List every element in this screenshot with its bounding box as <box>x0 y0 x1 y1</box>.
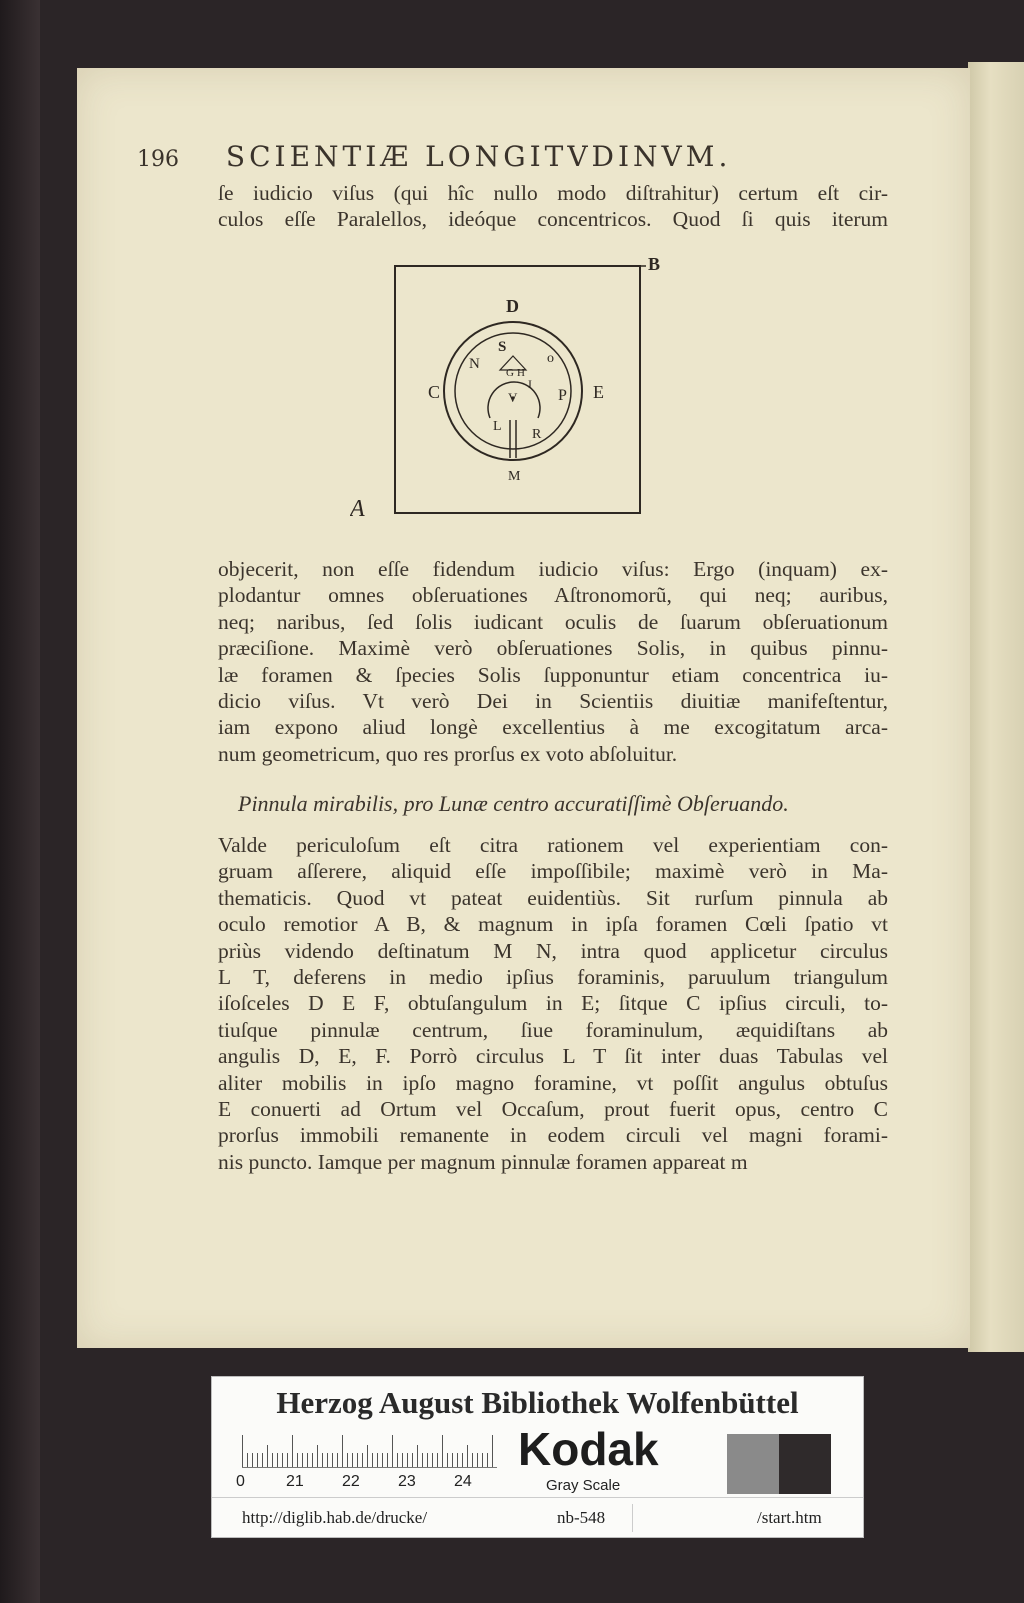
ruler-tick <box>412 1453 413 1467</box>
ruler-tick <box>442 1435 443 1467</box>
ruler-tick <box>337 1453 338 1467</box>
ruler-tick <box>327 1453 328 1467</box>
ruler-label: 0 <box>236 1473 245 1490</box>
ruler-tick <box>372 1453 373 1467</box>
ruler-tick <box>367 1445 368 1467</box>
label-V: V <box>508 390 518 405</box>
ruler-tick <box>447 1453 448 1467</box>
paragraph-1 <box>218 180 888 233</box>
text-line: tiuſque pinnulæ centrum, ſiue foraminulum, æquidiſtans ab <box>218 1017 888 1042</box>
ruler-tick <box>312 1453 313 1467</box>
ruler-tick <box>392 1435 393 1467</box>
footer-url-right: /start.htm <box>757 1508 822 1527</box>
text-line: præciſione. Maximè verò obſeruationes Solis, in quibus pinnu- <box>218 636 888 661</box>
paragraph-3 <box>218 832 888 1175</box>
ruler-tick <box>247 1453 248 1467</box>
text-line: oculo remotior A B, & magnum in ipſa foramen Cœli ſpatio vt <box>218 912 888 937</box>
ruler-tick <box>297 1453 298 1467</box>
label-I: I <box>528 377 532 391</box>
pinnula-diagram <box>350 258 710 528</box>
ruler-tick <box>432 1453 433 1467</box>
ruler-tick <box>352 1453 353 1467</box>
text-line: Valde periculoſum eſt citra rationem vel experientiam con- <box>218 833 888 857</box>
ruler-tick <box>262 1453 263 1467</box>
text-line: num geometricum, quo res prorſus ex voto abſoluitur. <box>218 741 678 766</box>
ruler-tick <box>332 1453 333 1467</box>
text-line: ſe iudicio viſus (qui hîc nullo modo diſtrahitur) certum eſt cir- <box>218 181 888 205</box>
facing-page-edge <box>968 62 1024 1352</box>
label-G: G <box>506 367 514 379</box>
text-line: plodantur omnes obſeruationes Aſtronomorũ, qui neq; auribus, <box>218 583 888 608</box>
ruler-tick <box>397 1453 398 1467</box>
label-N: N <box>469 356 480 372</box>
ruler-tick <box>257 1453 258 1467</box>
ruler-tick <box>492 1435 493 1467</box>
text-line: iam expono aliud longè excellentius à me excogitatum arca- <box>218 715 888 740</box>
footer-shelfmark: nb-548 <box>557 1508 606 1527</box>
ruler-tick <box>417 1445 418 1467</box>
ruler-tick <box>387 1453 388 1467</box>
ruler-tick <box>342 1435 343 1467</box>
text-line: angulis D, E, F. Porrò circulus L T ſit inter duas Tabulas vel <box>218 1044 888 1069</box>
ruler-tick <box>307 1453 308 1467</box>
text-line: nis puncto. Iamque per magnum pinnulæ foramen appareat m <box>218 1149 748 1174</box>
gray-swatch-mid <box>727 1434 779 1494</box>
ruler-tick <box>472 1453 473 1467</box>
text-line: læ foramen & ſpecies Solis ſupponuntur etiam concentrica iu- <box>218 662 888 687</box>
footer-divider <box>632 1504 633 1532</box>
gray-scale-label: Gray Scale <box>546 1477 621 1494</box>
label-S: S <box>498 339 507 355</box>
running-header <box>137 140 857 173</box>
ruler-tick <box>357 1453 358 1467</box>
book-spine-shadow <box>0 0 40 1603</box>
text-line: L T, deferens in medio ipſius foraminis, paruulum triangulum <box>218 965 888 990</box>
paragraph-2 <box>218 556 888 767</box>
text-line: dicio viſus. Vt verò Dei in Scientiis diuitiæ manifeſtentur, <box>218 689 888 714</box>
footer-url-left: http://diglib.hab.de/drucke/ <box>242 1508 428 1527</box>
ruler-tick <box>242 1435 243 1467</box>
label-A: A <box>350 496 365 522</box>
text-line: iſoſceles D E F, obtuſangulum in E; ſitque C ipſius circuli, to- <box>218 991 888 1016</box>
label-R: R <box>532 427 542 442</box>
ruler-tick <box>457 1453 458 1467</box>
text-line: thematicis. Quod vt pateat euidentiùs. Sit rurſum pinnula ab <box>218 885 888 910</box>
ruler-tick <box>252 1453 253 1467</box>
ruler-tick <box>477 1453 478 1467</box>
ruler-tick <box>287 1453 288 1467</box>
ruler-label: 22 <box>342 1473 360 1490</box>
ruler-tick <box>302 1453 303 1467</box>
gray-swatch-dark <box>779 1434 831 1494</box>
text-line: prorſus immobili remanente in eodem circuli vel magni forami- <box>218 1123 888 1148</box>
ruler-tick <box>402 1453 403 1467</box>
library-title: Herzog August Bibliothek Wolfenbüttel <box>276 1385 799 1420</box>
ruler-label: 23 <box>398 1473 416 1490</box>
label-M: M <box>508 469 521 484</box>
label-o: o <box>547 351 554 366</box>
ruler-tick <box>487 1453 488 1467</box>
ruler-tick <box>427 1453 428 1467</box>
label-P: P <box>558 387 567 404</box>
ruler-tick <box>277 1453 278 1467</box>
measurement-ruler <box>242 1433 497 1468</box>
text-line: objecerit, non eſſe fidendum iudicio viſus: Ergo (inquam) ex- <box>218 557 888 581</box>
ruler-tick <box>317 1445 318 1467</box>
ruler-tick <box>467 1445 468 1467</box>
section-heading: Pinnula mirabilis, pro Lunæ centro accuratiſſimè Obſeruando. <box>238 791 789 816</box>
ruler-tick <box>282 1453 283 1467</box>
label-C: C <box>428 382 441 402</box>
ruler-tick <box>272 1453 273 1467</box>
ruler-tick <box>407 1453 408 1467</box>
text-line: E conuerti ad Ortum vel Occaſum, prout fuerit opus, centro C <box>218 1097 888 1122</box>
card-footer <box>212 1497 863 1538</box>
text-line: neq; naribus, ſed ſolis iudicant oculis de ſuarum obſeruationum <box>218 609 888 634</box>
ruler-tick <box>377 1453 378 1467</box>
label-E: E <box>593 382 604 402</box>
ruler-tick <box>347 1453 348 1467</box>
label-H: H <box>517 367 525 379</box>
ruler-tick <box>382 1453 383 1467</box>
text-line: gruam aſſerere, aliquid eſſe impoſſibile; maximè verò in Ma- <box>218 859 888 884</box>
ruler-tick <box>322 1453 323 1467</box>
ruler-labels <box>236 1473 506 1493</box>
ruler-label: 21 <box>286 1473 304 1490</box>
kodak-logo: Kodak <box>518 1423 659 1475</box>
ruler-tick <box>482 1453 483 1467</box>
ruler-tick <box>437 1453 438 1467</box>
ruler-tick <box>362 1453 363 1467</box>
label-B: B <box>648 258 661 274</box>
text-line: priùs videndo deſtinatum M N, intra quod applicetur circulus <box>218 938 888 963</box>
ruler-tick <box>452 1453 453 1467</box>
label-D: D <box>506 296 519 316</box>
ruler-tick <box>292 1435 293 1467</box>
text-line: aliter mobilis in ipſo magno foramine, vt poſſit angulus obtuſus <box>218 1070 888 1095</box>
diagram-svg <box>350 258 710 528</box>
page-number: 196 <box>137 147 179 172</box>
ruler-tick <box>422 1453 423 1467</box>
label-L: L <box>493 419 502 434</box>
ruler-tick <box>462 1453 463 1467</box>
running-head-title: SCIENTIÆ LONGITVDINVM. <box>225 140 732 173</box>
ruler-label: 24 <box>454 1473 472 1490</box>
ruler-tick <box>267 1445 268 1467</box>
text-line: culos eſſe Paralellos, ideóque concentricos. Quod ſi quis iterum <box>218 207 888 232</box>
color-target-card <box>211 1376 864 1538</box>
